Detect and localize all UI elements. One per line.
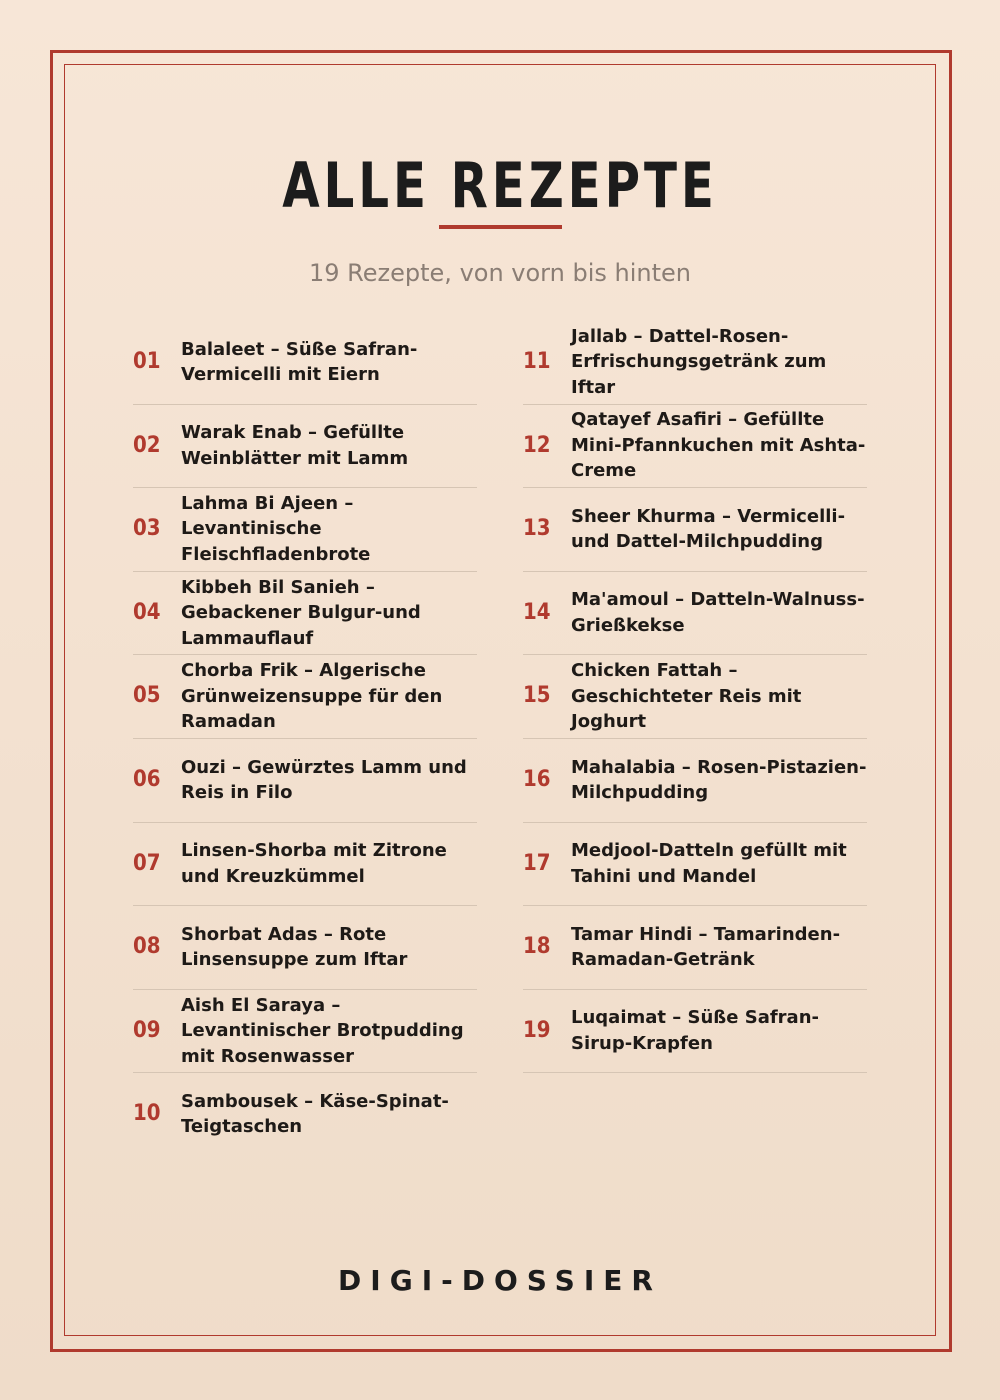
recipe-number: 05 — [133, 683, 161, 709]
recipe-item — [133, 320, 477, 404]
recipe-name: Luqaimat – Süße Safran-Sirup-Krapfen — [571, 1007, 819, 1054]
title-underline — [439, 225, 562, 229]
recipe-number: 11 — [523, 349, 551, 374]
recipe-item — [133, 571, 477, 655]
recipe-item — [133, 654, 477, 738]
recipe-name: Chorba Frik – Algerische Grünweizensuppe für den Ramadan — [181, 660, 443, 733]
recipe-name: Chicken Fattah – Geschichteter Reis mit Joghurt — [571, 660, 802, 733]
recipe-name: Balaleet – Süße Safran-Vermicelli mit Eiern — [181, 338, 418, 385]
recipe-item — [133, 738, 477, 822]
recipe-item — [133, 487, 477, 571]
page-subtitle: 19 Rezepte, von vorn bis hinten — [309, 259, 691, 287]
recipe-number: 02 — [133, 432, 161, 458]
recipe-item — [523, 404, 867, 488]
recipe-number: 13 — [523, 516, 551, 542]
footer-brand: DIGI-DOSSIER — [338, 1264, 662, 1297]
recipe-item — [523, 320, 867, 404]
recipe-number: 17 — [523, 850, 551, 876]
recipe-name: Mahalabia – Rosen-Pistazien-Milchpudding — [571, 756, 867, 803]
recipe-item — [133, 905, 477, 989]
recipe-item — [523, 654, 867, 738]
recipe-number: 19 — [523, 1017, 551, 1043]
recipe-name: Sheer Khurma – Vermicelli- und Dattel-Milchpudding — [571, 505, 846, 553]
recipe-number: 08 — [133, 934, 161, 960]
recipe-name: Tamar Hindi – Tamarinden-Ramadan-Getränk — [571, 923, 841, 971]
recipe-item — [523, 487, 867, 571]
recipe-number: 14 — [523, 599, 551, 625]
recipe-item — [523, 571, 867, 655]
page-title: ALLE REZEPTE — [282, 149, 718, 222]
recipe-name: Kibbeh Bil Sanieh – Gebackener Bulgur-und Lammauflauf — [181, 576, 421, 649]
recipe-name: Lahma Bi Ajeen – Levantinische Fleischfladenbrote — [181, 492, 371, 565]
recipe-name: Shorbat Adas – Rote Linsensuppe zum Iftar — [181, 923, 408, 971]
recipe-name: Warak Enab – Gefüllte Weinblätter mit Lamm — [181, 422, 409, 469]
recipe-item — [523, 822, 867, 906]
recipe-name: Sambousek – Käse-Spinat-Teigtaschen — [181, 1090, 449, 1138]
recipe-number: 09 — [133, 1017, 161, 1043]
recipe-number: 15 — [523, 683, 551, 709]
recipe-name: Qatayef Asafiri – Gefüllte Mini-Pfannkuchen mit Ashta-Creme — [571, 409, 866, 482]
recipe-name: Jallab – Dattel-Rosen-Erfrischungsgetränk zum Iftar — [571, 325, 827, 398]
recipe-name: Aish El Saraya – Levantinischer Brotpudding mit Rosenwasser — [181, 994, 464, 1067]
recipe-item — [133, 404, 477, 488]
recipe-item — [133, 822, 477, 906]
recipe-name: Ma'amoul – Datteln-Walnuss-Grießkekse — [571, 589, 865, 636]
recipe-number: 06 — [133, 767, 161, 792]
recipe-number: 03 — [133, 516, 161, 542]
recipe-name: Medjool-Datteln gefüllt mit Tahini und Mandel — [571, 840, 847, 887]
recipe-number: 16 — [523, 767, 551, 792]
recipe-number: 04 — [133, 599, 161, 625]
recipe-item — [133, 989, 477, 1073]
recipe-item — [523, 905, 867, 989]
recipe-number: 18 — [523, 934, 551, 960]
recipe-item — [523, 989, 867, 1073]
recipe-item — [523, 738, 867, 822]
recipe-name: Ouzi – Gewürztes Lamm und Reis in Filo — [181, 756, 467, 803]
recipe-number: 10 — [133, 1101, 161, 1127]
recipe-number: 12 — [523, 432, 551, 458]
recipe-item — [133, 1072, 477, 1156]
recipe-number: 07 — [133, 850, 161, 876]
recipe-number: 01 — [133, 349, 161, 374]
recipe-name: Linsen-Shorba mit Zitrone und Kreuzkümmel — [181, 840, 447, 887]
